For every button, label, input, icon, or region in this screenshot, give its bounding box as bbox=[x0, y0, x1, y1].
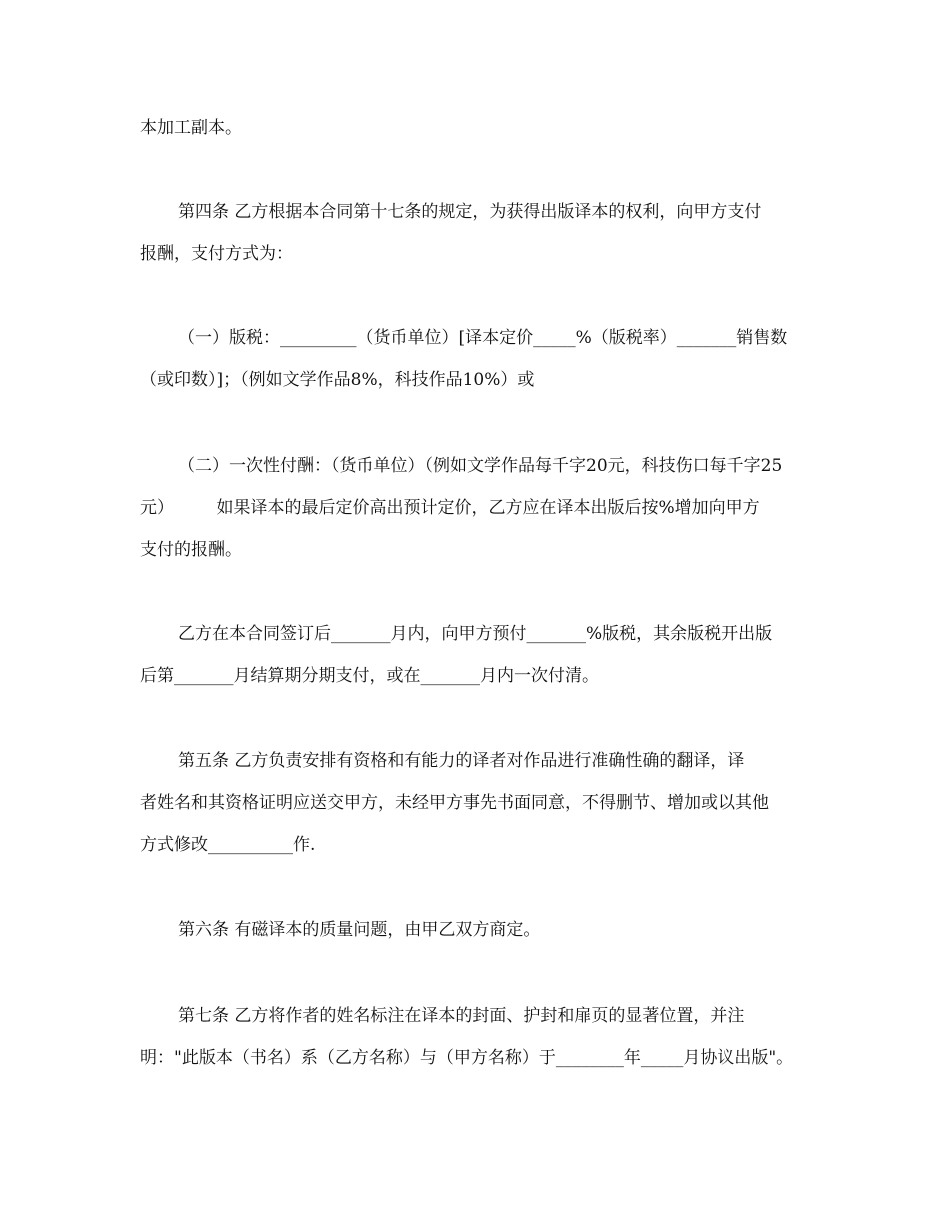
text-line: 元） 如果译本的最后定价高出预计定价，乙方应在译本出版后按%增加向甲方 bbox=[140, 498, 760, 518]
royalty-clause-line: （一）版税：_________（货币单位）[译本定价_____%（版税率）_______销售数 bbox=[178, 328, 788, 348]
article-7-heading-line: 第七条 乙方将作者的姓名标注在译本的封面、护封和扉页的显著位置，并注 bbox=[178, 1006, 745, 1026]
article-5-heading-line: 第五条 乙方负责安排有资格和有能力的译者对作品进行准确性确的翻译，译 bbox=[178, 751, 745, 771]
lump-sum-clause-line: （二）一次性付酬：（货币单位）（例如文学作品每千字20元，科技伤口每千字25 bbox=[178, 456, 783, 476]
text-line: 后第_______月结算期分期支付，或在_______月内一次付清。 bbox=[140, 666, 599, 686]
text-line: 明："此版本（书名）系（乙方名称）与（甲方名称）于________年_____月协议出版"。 bbox=[140, 1048, 794, 1068]
text-line: 本加工副本。 bbox=[140, 118, 242, 138]
text-line: 方式修改__________作. bbox=[140, 835, 316, 855]
advance-payment-line: 乙方在本合同签订后_______月内，向甲方预付_______%版税，其余版税开出版 bbox=[178, 624, 773, 644]
text-line: 报酬，支付方式为： bbox=[140, 244, 293, 264]
article-6-heading-line: 第六条 有磁译本的质量问题，由甲乙双方商定。 bbox=[178, 920, 541, 940]
article-4-heading-line: 第四条 乙方根据本合同第十七条的规定，为获得出版译本的权利，向甲方支付 bbox=[178, 202, 762, 222]
text-line: 者姓名和其资格证明应送交甲方，未经甲方事先书面同意，不得删节、增加或以其他 bbox=[140, 793, 769, 813]
text-line: （或印数）]；（例如文学作品8%，科技作品10%）或 bbox=[140, 370, 535, 390]
text-line: 支付的报酬。 bbox=[140, 540, 242, 560]
